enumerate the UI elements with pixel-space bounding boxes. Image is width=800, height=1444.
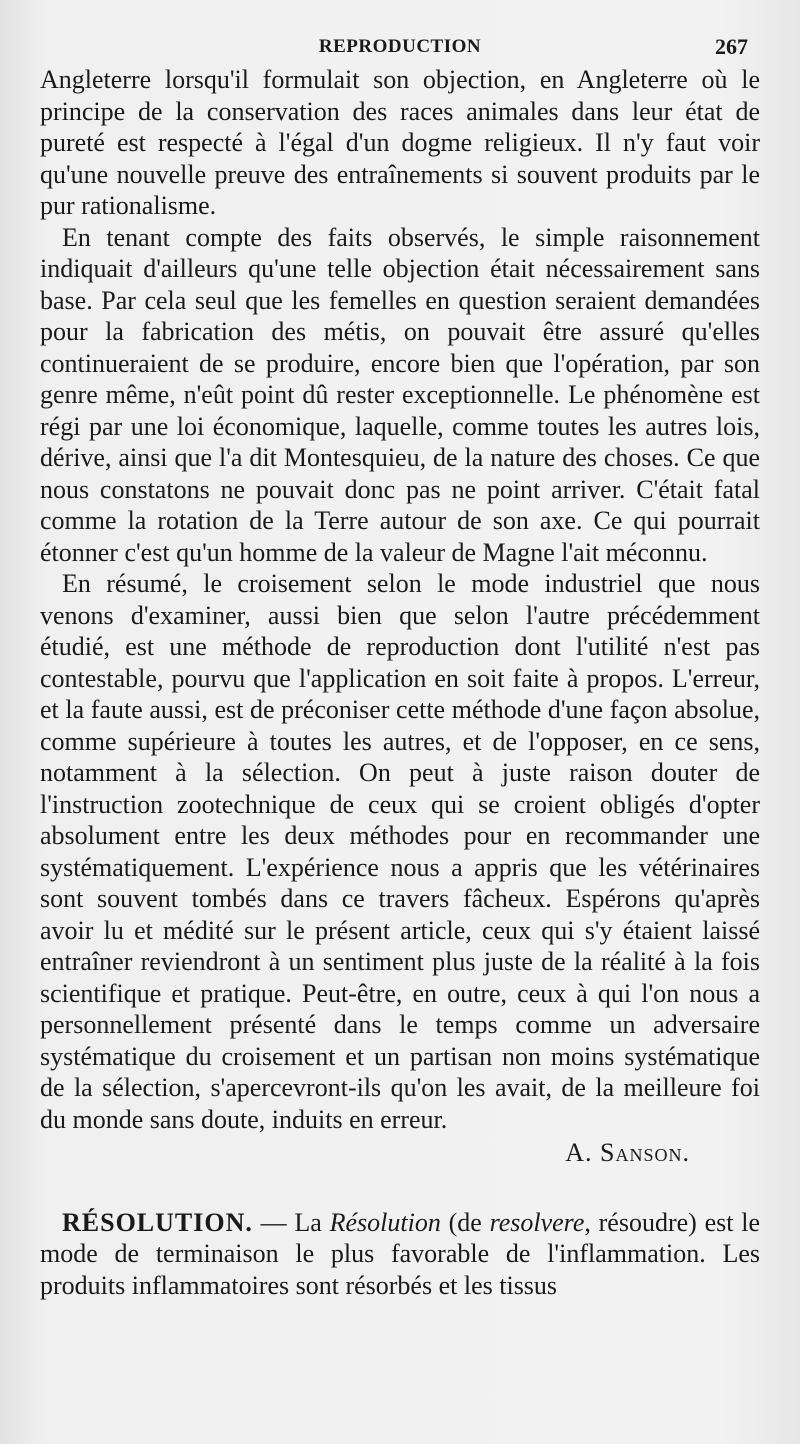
entry-headword: RÉSOLUTION. [62, 1207, 253, 1237]
dictionary-entry-resolution [40, 1207, 760, 1302]
entry-dash: — La [252, 1207, 330, 1237]
paragraph-reasoning: En tenant compte des faits observés, le simple raisonnement indiquait d'ailleurs qu'une telle objection était nécessairement sans base. Par cela seul que les femelles en question seraient demandées pour la fabrication des métis, on pouvait être assuré qu'elles continueraient de se produire, encore bien que l'opération, par son genre même, n'eût point dû rester exceptionnelle. Le phénomène est régi par une loi économique, laquelle, comme toutes les autres lois, dérive, ainsi que l'a dit Montesquieu, de la nature des choses. Ce que nous constatons ne pouvait donc pas ne point arriver. C'était fatal comme la rotation de la Terre autour de son axe. Ce qui pourrait étonner c'est qu'un homme de la valeur de Magne l'ait méconnu. [40, 222, 760, 567]
entry-definition: , résoudre) est le mode de terminaison le plus favorable de l'inflammation. Les produits inflammatoires sont résorbés et les tissus [40, 1207, 760, 1300]
body-text [40, 64, 760, 1301]
running-title: REPRODUCTION [318, 36, 482, 57]
paragraph-summary: En résumé, le croisement selon le mode industriel que nous venons d'examiner, aussi bien que selon l'autre précédemment étudié, est une méthode de reproduction dont l'utilité n'est pas contestable, pourvu que l'application en soit faite à propos. L'erreur, et la faute aussi, est de préconiser cette méthode d'une façon absolue, comme supérieure à toutes les autres, et de l'opposer, en ce sens, notamment à la sélection. On peut à juste raison douter de l'instruction zootechnique de ceux qui se croient obligés d'opter absolument entre les deux méthodes pour en recommander une systématiquement. L'expérience nous a appris que les vétérinaires sont souvent tombés dans ce travers fâcheux. Espérons qu'après avoir lu et médité sur le présent article, ceux qui s'y étaient laissé entraîner reviendront à un sentiment plus juste de la réalité à la fois scientifique et pratique. Peut-être, en outre, ceux à qui l'on nous a personnellement présenté dans le temps comme un adversaire systématique du croisement et un partisan non moins systématique de la sélection, s'apercevront-ils qu'on les avait, de la meilleure foi du monde sans doute, induits en erreur. [40, 569, 760, 1134]
paragraph-continuation: Angleterre lorsqu'il formulait son objection, en Angleterre où le principe de la conservation des races animales dans leur état de pureté est respecté à l'égal d'un dogme religieux. Il n'y faut voir qu'une nouvelle preuve des entraînements si souvent produits par le pur rationalisme. [40, 65, 760, 220]
entry-term: Résolution [329, 1207, 441, 1237]
entry-paren: (de [440, 1207, 490, 1237]
page-number: 267 [715, 34, 748, 59]
entry-etymon: resolvere [489, 1207, 585, 1237]
page-header [40, 30, 760, 64]
author-signature: A. Sanson. [565, 1138, 690, 1167]
